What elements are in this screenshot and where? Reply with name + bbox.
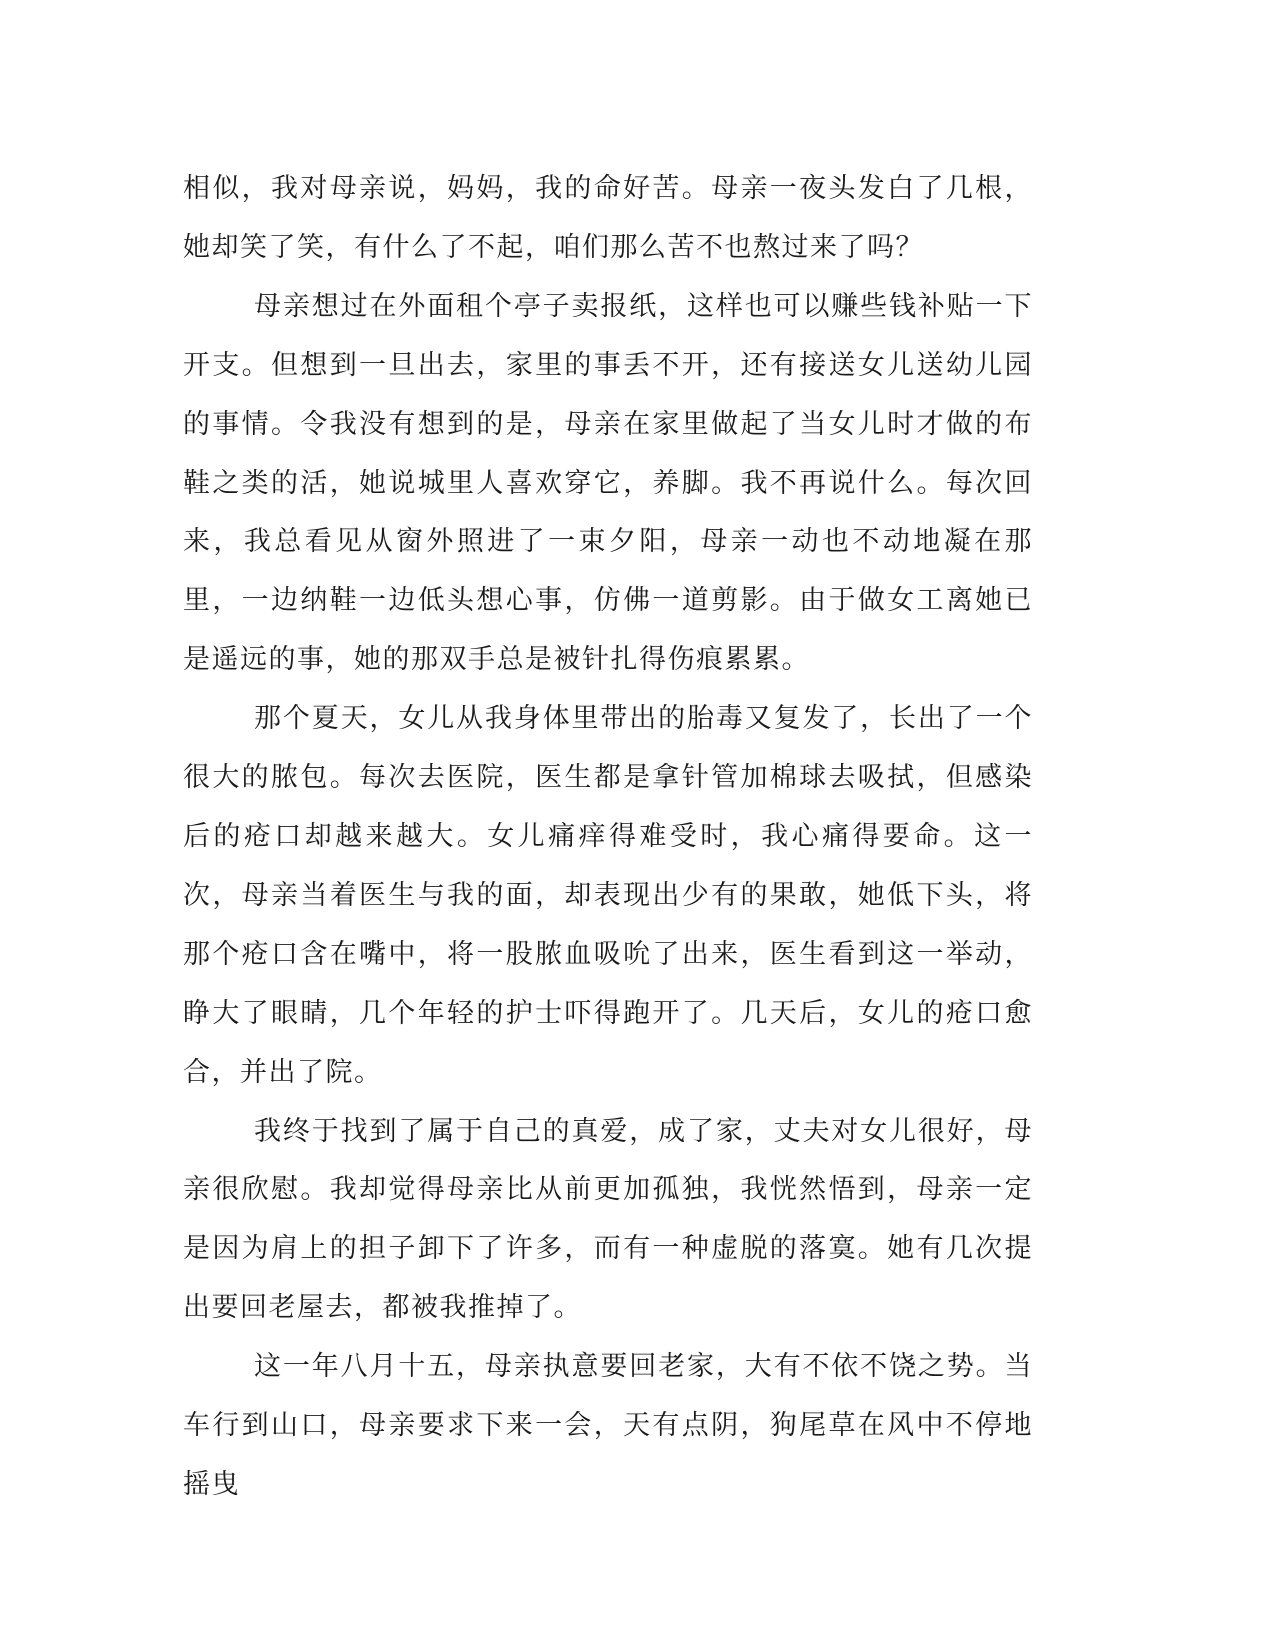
document-body (183, 160, 1033, 1515)
paragraph-4: 我终于找到了属于自己的真爱，成了家，丈夫对女儿很好，母亲很欣慰。我却觉得母亲比从前更加孤独，我恍然悟到，母亲一定是因为肩上的担子卸下了许多，而有一种虚脱的落寞。她有几次提出要回老屋去，都被我推掉了。 (183, 1115, 1033, 1324)
paragraph-1: 相似，我对母亲说，妈妈，我的命好苦。母亲一夜头发白了几根，她却笑了笑，有什么了不起，咱们那么苦不也熬过来了吗？ (183, 173, 1033, 263)
paragraph-5: 这一年八月十五，母亲执意要回老家，大有不依不饶之势。当车行到山口，母亲要求下来一会，天有点阴，狗尾草在风中不停地摇曳 (183, 1351, 1033, 1500)
paragraph-3: 那个夏天，女儿从我身体里带出的胎毒又复发了，长出了一个很大的脓包。每次去医院，医生都是拿针管加棉球去吸拭，但感染后的疮口却越来越大。女儿痛痒得难受时，我心痛得要命。这一次，母亲当着医生与我的面，却表现出少有的果敢，她低下头，将那个疮口含在嘴中，将一股脓血吸吮了出来，医生看到这一举动，睁大了眼睛，几个年轻的护士吓得跑开了。几天后，女儿的疮口愈合，并出了院。 (183, 703, 1033, 1088)
paragraph-2: 母亲想过在外面租个亭子卖报纸，这样也可以赚些钱补贴一下开支。但想到一旦出去，家里的事丢不开，还有接送女儿送幼儿园的事情。令我没有想到的是，母亲在家里做起了当女儿时才做的布鞋之类的活，她说城里人喜欢穿它，养脚。我不再说什么。每次回来，我总看见从窗外照进了一束夕阳，母亲一动也不动地凝在那里，一边纳鞋一边低头想心事，仿佛一道剪影。由于做女工离她已是遥远的事，她的那双手总是被针扎得伤痕累累。 (183, 290, 1033, 676)
